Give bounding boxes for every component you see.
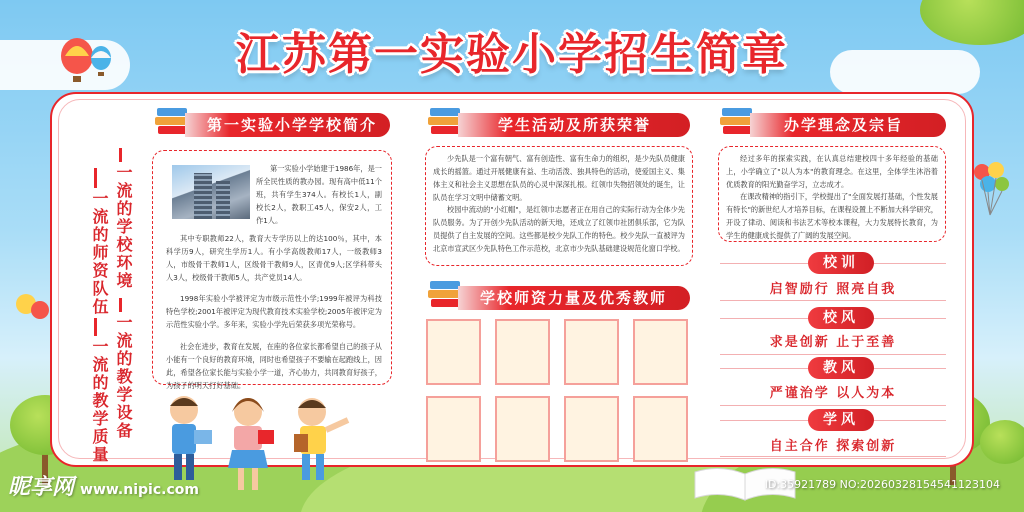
slogan-left-1: 一流的师资队伍 bbox=[90, 190, 109, 316]
activities-paragraph-1: 少先队是一个富有朝气、富有创造性、富有生命力的组织，是少先队员健康成长的摇篮。通过开展健康有益、生动活泼、独具特色的活动，使爱国主义、集体主义和社会主义思想在队员的心灵中深深扎根。红领巾失物招领处的诞生，让队员在学习文明中储蓄文明。 bbox=[433, 154, 685, 202]
section-activities-title: 学生活动及所获荣誉 bbox=[458, 113, 690, 137]
teacher-photo-frame bbox=[564, 396, 619, 462]
section-philosophy-header bbox=[720, 110, 946, 138]
section-teachers-header bbox=[428, 283, 690, 311]
watermark-logo bbox=[8, 470, 199, 501]
watermark-url: www.nipic.com bbox=[80, 482, 199, 498]
motto-divider bbox=[720, 456, 946, 457]
teacher-photo-frame bbox=[495, 319, 550, 385]
motto-text-4: 自主合作 探索创新 bbox=[769, 439, 897, 454]
slogan-bar bbox=[119, 148, 122, 162]
slogan-bar bbox=[94, 168, 97, 188]
page-title: 江苏第一实验小学招生简章 bbox=[236, 29, 788, 80]
intro-paragraph-2: 其中专职教师22人，教育大专学历以上的达100％，其中，本科学历9人，研究生学历1人。有小学高级教师17人，一级教师3人，市级骨干教师1人，区级骨干教师9人，区青优9人;区学科带头人3人，校级骨干教师5人，共产党员14人。 bbox=[166, 234, 382, 282]
slogan-bar bbox=[94, 318, 97, 336]
motto-divider bbox=[720, 300, 946, 301]
motto-title-1: 校训 bbox=[808, 252, 874, 274]
slogan-bar bbox=[119, 298, 122, 312]
intro-paragraph-4: 社会在进步，教育在发展，在座的各位家长都希望自己的孩子从小能有一个良好的教育环境，同时也希望孩子不要输在起跑线上，因此，希望各位家长能与实验小学一道，齐心协力，共同教育好孩子，为孩子的明天打好基础。 bbox=[166, 342, 382, 390]
teacher-photo-frame bbox=[426, 319, 481, 385]
motto-title-3: 教风 bbox=[808, 357, 874, 379]
motto-text-1: 启智励行 照亮自我 bbox=[769, 282, 897, 297]
intro-paragraph-1: 第一实验小学始建于1986年，是一所全民性质的教办园。现有高中低11个班，共有学生374人。有校长1人，副校长2人，教职工45人，保安2人，工作1人。 bbox=[256, 164, 382, 225]
philosophy-paragraph-1: 经过多年的探索实践，在认真总结建校四十多年经验的基础上，小学确立了"以人为本"的教育理念。在这里，全体学生沐浴着优质教育的阳光勤奋学习，立志成才。 bbox=[726, 154, 938, 189]
philosophy-paragraph-2: 在课改精神的指引下，学校提出了"全面发展打基础，个性发展有特长"的新世纪人才培养目标，在课程设置上不断加大科学研究，开设了律动、阅读和书法艺术等校本课程，大力发展特长教育，为学生的健康成长提供了广阔的发展空间。 bbox=[726, 192, 938, 240]
slogan-right-2: 一流的教学设备 bbox=[114, 314, 133, 440]
activities-paragraph-2: 校园中流动的"小红帽"，是红领巾志愿者正在用自己的实际行动为全体少先队员服务。为了开创少先队活动的新天地，还成立了红领巾社团俱乐部，它为队员提供了自主发展的空间。这些都是校少先队工作的特色。校少先队一直被评为北京市宣武区少先队特色工作示范校，北京市少先队基础建设规范化窗口学校。 bbox=[433, 205, 685, 253]
school-building-photo bbox=[172, 165, 250, 219]
section-intro-header bbox=[155, 110, 390, 138]
teacher-photo-frame bbox=[495, 396, 550, 462]
motto-text-2: 求是创新 止于至善 bbox=[769, 335, 897, 350]
balloons-icon bbox=[972, 160, 1012, 220]
slogan-right-1: 一流的学校环境 bbox=[114, 164, 133, 290]
teacher-photo-frame bbox=[633, 319, 688, 385]
teacher-photo-frame bbox=[564, 319, 619, 385]
watermark-id: ID:35921789 NO:20260328154541123104 bbox=[764, 478, 1000, 491]
watermark-logo-text: 昵享网 bbox=[8, 475, 75, 500]
teacher-photo-frame bbox=[633, 396, 688, 462]
motto-divider bbox=[720, 405, 946, 406]
motto-text-3: 严谨治学 以人为本 bbox=[769, 386, 897, 401]
section-teachers-title: 学校师资力量及优秀教师 bbox=[458, 286, 690, 310]
intro-paragraph-3: 1998年实验小学被评定为市级示范性小学;1999年被评为科技特色学校;2001年被评定为现代教育技术实验学校;2005年被评定为示范性实验小学。多年来，实验小学先后荣获多项光荣称号。 bbox=[166, 294, 382, 329]
motto-title-2: 校风 bbox=[808, 307, 874, 329]
section-philosophy-title: 办学理念及宗旨 bbox=[750, 113, 946, 137]
motto-title-4: 学风 bbox=[808, 409, 874, 431]
motto-divider bbox=[720, 354, 946, 355]
slogan-left-2: 一流的教学质量 bbox=[90, 338, 109, 464]
tree bbox=[980, 420, 1024, 464]
balloons-icon bbox=[12, 290, 52, 340]
section-activities-header bbox=[428, 110, 690, 138]
teacher-photo-frame bbox=[426, 396, 481, 462]
section-intro-title: 第一实验小学学校简介 bbox=[185, 113, 390, 137]
